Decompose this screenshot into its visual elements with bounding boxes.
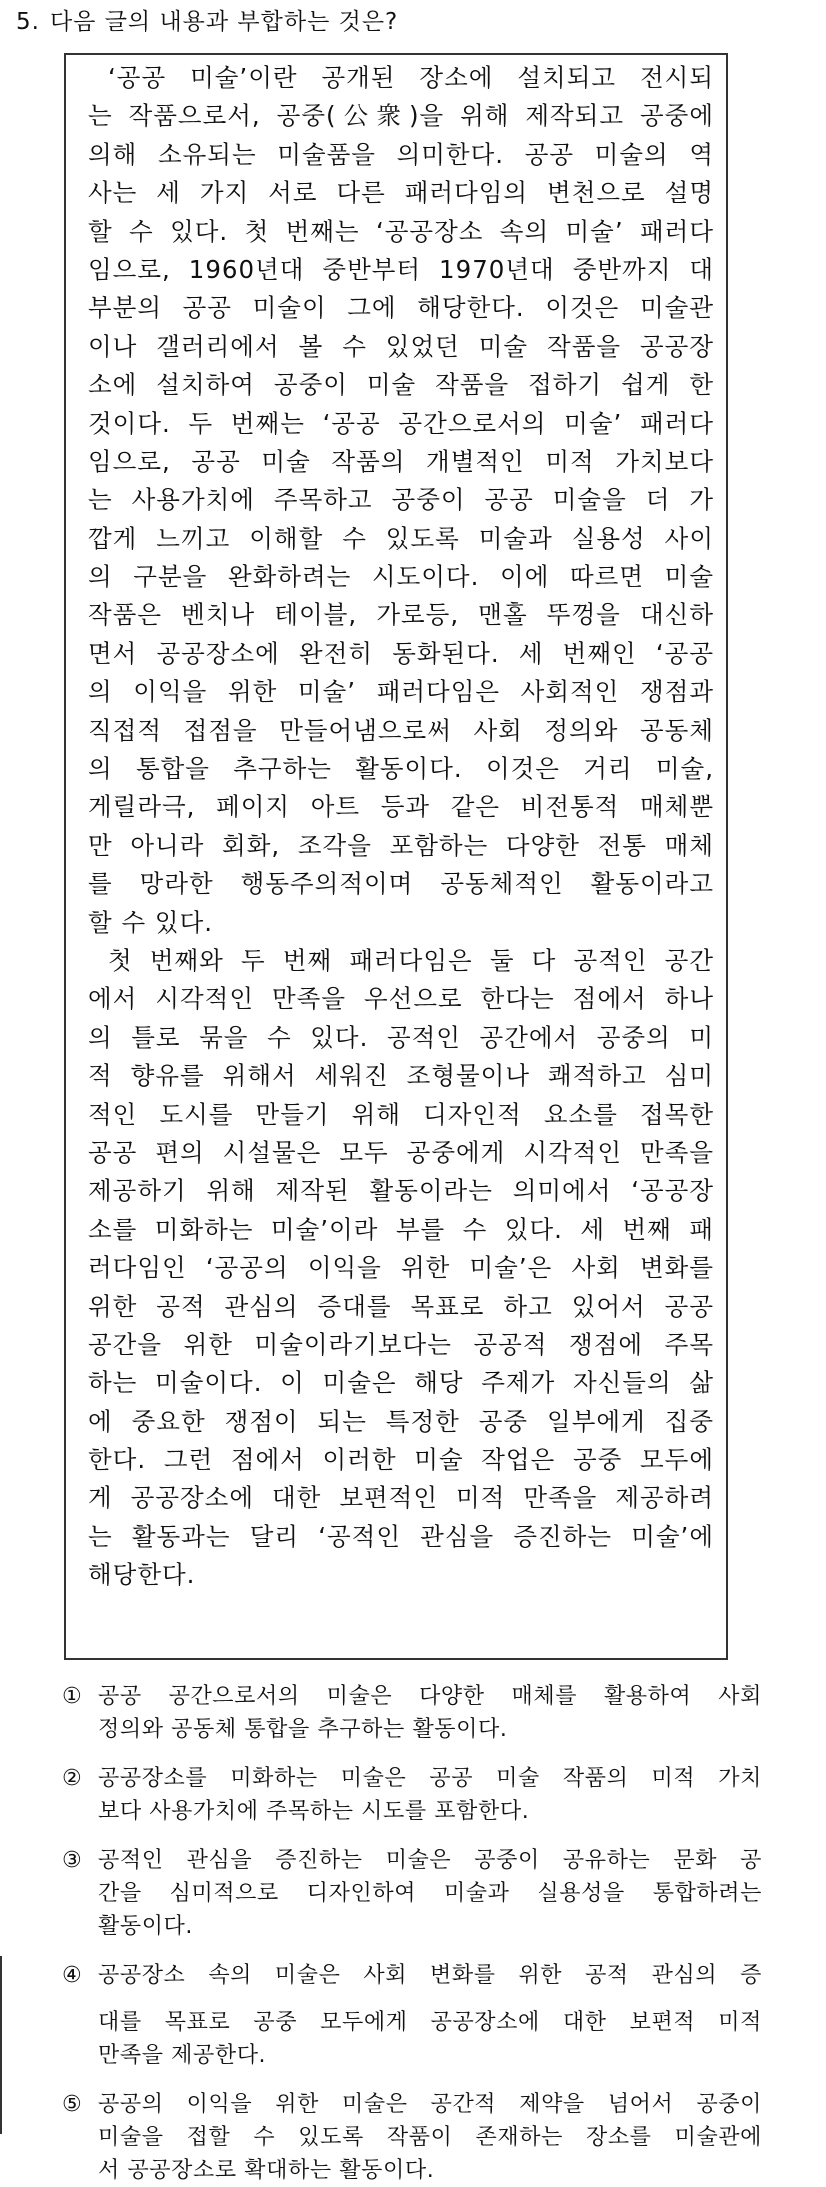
- answer-choices: [62, 1680, 762, 2187]
- passage-line: 면서 공공장소에 완전히 동화된다. 세 번째인 ‘공공: [88, 638, 714, 668]
- passage-line: 를 망라한 행동주의적이며 공동체적인 활동이라고: [88, 869, 714, 899]
- choice-line: 공적인 관심을 증진하는 미술은 공중이 공유하는 문화 공: [98, 1848, 762, 1873]
- choice-line: 정의와 공동체 통합을 추구하는 활동이다.: [98, 1717, 508, 1742]
- passage-line: 소에 설치하여 공중이 미술 작품을 접하기 쉽게 한: [88, 370, 714, 400]
- choice-line: 활동이다.: [98, 1914, 194, 1939]
- passage-line: 깝게 느끼고 이해할 수 있도록 미술과 실용성 사이: [88, 523, 714, 553]
- question-text: 다음 글의 내용과 부합하는 것은?: [49, 9, 399, 35]
- choice-number: ④: [62, 1963, 82, 1988]
- passage-line: 만 아니라 회화, 조각을 포함하는 다양한 전통 매체: [88, 830, 714, 860]
- passage-line: 이나 갤러리에서 볼 수 있었던 미술 작품을 공공장: [88, 331, 714, 361]
- passage-line: 에 중요한 쟁점이 되는 특정한 공중 일부에게 집중: [88, 1406, 714, 1436]
- passage-line: 적 향유를 위해서 세워진 조형물이나 쾌적하고 심미: [88, 1061, 714, 1091]
- passage-line: 적인 도시를 만들기 위해 디자인적 요소를 접목한: [88, 1099, 714, 1129]
- passage-line: 작품은 벤치나 테이블, 가로등, 맨홀 뚜껑을 대신하: [88, 600, 714, 630]
- passage-line: 사는 세 가지 서로 다른 패러다임의 변천으로 설명: [88, 178, 714, 208]
- choice-3[interactable]: [62, 1844, 762, 1943]
- choice-line: 미술을 접할 수 있도록 작품이 존재하는 장소를 미술관에: [98, 2125, 762, 2150]
- passage-line: 제공하기 위해 제작된 활동이라는 의미에서 ‘공공장: [88, 1176, 714, 1206]
- passage-line: 소를 미화하는 미술’이라 부를 수 있다. 세 번째 패: [88, 1214, 714, 1244]
- choice-line: 보다 사용가치에 주목하는 시도를 포함한다.: [98, 1799, 530, 1824]
- passage-line: 의 이익을 위한 미술’ 패러다임은 사회적인 쟁점과: [88, 677, 714, 707]
- passage-line: 해당한다.: [88, 1560, 196, 1590]
- choice-number: ②: [62, 1766, 82, 1791]
- page-edge-divider: [0, 1956, 2, 2134]
- passage-line: 는 활동과는 달리 ‘공적인 관심을 증진하는 미술’에: [88, 1521, 714, 1551]
- choice-line: 공공 공간으로서의 미술은 다양한 매체를 활용하여 사회: [98, 1684, 762, 1709]
- question-header: [16, 2, 398, 42]
- choice-line: 만족을 제공한다.: [98, 2043, 267, 2068]
- choice-line: 공공장소를 미화하는 미술은 공공 미술 작품의 미적 가치: [98, 1766, 762, 1791]
- choice-line: 대를 목표로 공중 모두에게 공공장소에 대한 보편적 미적: [98, 2010, 762, 2035]
- passage-line: 한다. 그런 점에서 이러한 미술 작업은 공중 모두에: [88, 1445, 714, 1475]
- choice-line: 간을 심미적으로 디자인하여 미술과 실용성을 통합하려는: [98, 1881, 762, 1906]
- passage-line: 임으로, 1960년대 중반부터 1970년대 중반까지 대: [88, 254, 714, 284]
- passage-line: 의 구분을 완화하려는 시도이다. 이에 따르면 미술: [88, 562, 714, 592]
- passage-line: 의 틀로 묶을 수 있다. 공적인 공간에서 공중의 미: [88, 1022, 714, 1052]
- passage-line: 부분의 공공 미술이 그에 해당한다. 이것은 미술관: [88, 293, 714, 323]
- choice-4[interactable]: [62, 1959, 762, 2072]
- passage-box: [64, 53, 728, 1660]
- passage-line: 게 공공장소에 대한 보편적인 미적 만족을 제공하려: [88, 1483, 714, 1513]
- choice-2[interactable]: [62, 1762, 762, 1828]
- passage-line: 위한 공적 관심의 증대를 목표로 하고 있어서 공공: [88, 1291, 714, 1321]
- passage-line: 에서 시각적인 만족을 우선으로 한다는 점에서 하나: [88, 984, 714, 1014]
- passage-line: 임으로, 공공 미술 작품의 개별적인 미적 가치보다: [88, 446, 714, 476]
- passage-line: 것이다. 두 번째는 ‘공공 공간으로서의 미술’ 패러다: [88, 408, 714, 438]
- passage-line: 는 사용가치에 주목하고 공중이 공공 미술을 더 가: [88, 485, 714, 515]
- choice-number: ①: [62, 1684, 82, 1709]
- choice-line: 공공의 이익을 위한 미술은 공간적 제약을 넘어서 공중이: [98, 2092, 762, 2117]
- passage-line: 의해 소유되는 미술품을 의미한다. 공공 미술의 역: [88, 139, 714, 169]
- choice-line: 서 공공장소로 확대하는 활동이다.: [98, 2158, 435, 2183]
- passage-line: 할 수 있다.: [88, 907, 214, 937]
- choice-5[interactable]: [62, 2088, 762, 2187]
- question-number: 5.: [16, 9, 40, 35]
- passage-line: 직접적 접점을 만들어냄으로써 사회 정의와 공동체: [88, 715, 714, 745]
- choice-line: 공공장소 속의 미술은 사회 변화를 위한 공적 관심의 증: [98, 1963, 762, 1988]
- choice-1[interactable]: [62, 1680, 762, 1746]
- passage-line: 첫 번째와 두 번째 패러다임은 둘 다 공적인 공간: [108, 945, 714, 975]
- passage-line: 의 통합을 추구하는 활동이다. 이것은 거리 미술,: [88, 754, 714, 784]
- passage-line: 러다임인 ‘공공의 이익을 위한 미술’은 사회 변화를: [88, 1253, 714, 1283]
- passage-line: 는 작품으로서, 공중(公衆)을 위해 제작되고 공중에: [88, 101, 714, 131]
- passage-line: ‘공공 미술’이란 공개된 장소에 설치되고 전시되: [108, 63, 714, 92]
- choice-number: ③: [62, 1848, 82, 1873]
- passage-line: 공간을 위한 미술이라기보다는 공공적 쟁점에 주목: [88, 1329, 714, 1359]
- passage-line: 공공 편의 시설물은 모두 공중에게 시각적인 만족을: [88, 1137, 714, 1167]
- passage-line: 게릴라극, 페이지 아트 등과 같은 비전통적 매체뿐: [88, 792, 714, 822]
- choice-number: ⑤: [62, 2092, 82, 2117]
- passage-line: 하는 미술이다. 이 미술은 해당 주제가 자신들의 삶: [88, 1368, 714, 1398]
- passage-line: 할 수 있다. 첫 번째는 ‘공공장소 속의 미술’ 패러다: [88, 216, 714, 246]
